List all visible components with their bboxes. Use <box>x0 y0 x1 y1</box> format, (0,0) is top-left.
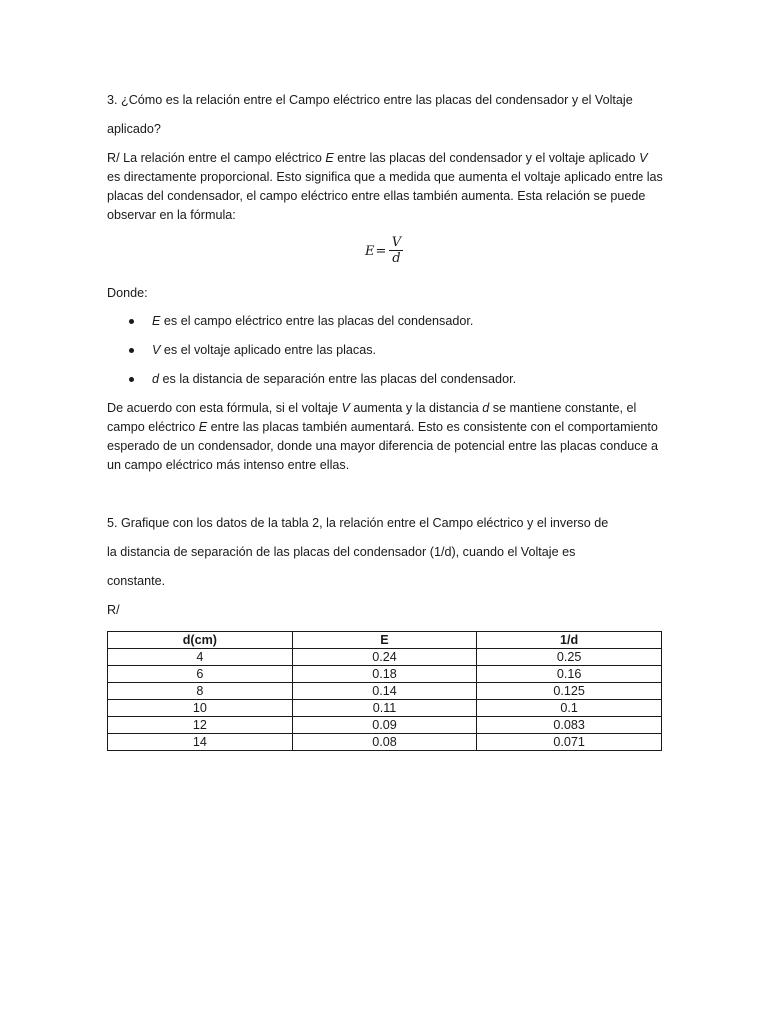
definition-text: es la distancia de separación entre las placas del condensador. <box>159 372 517 386</box>
conclusion-text: se mantiene constante, el campo eléctrico <box>107 401 637 434</box>
question-3-line-2: aplicado? <box>107 122 161 136</box>
table-cell: 0.25 <box>477 649 662 666</box>
question-5-answer: R/ <box>107 603 120 617</box>
table-row <box>108 717 662 734</box>
table-cell: 0.16 <box>477 666 662 683</box>
table-cell: 12 <box>108 717 293 734</box>
list-item <box>107 312 516 341</box>
symbol-d: d <box>482 401 490 415</box>
column-header-d: d(cm) <box>108 632 293 649</box>
table-cell: 8 <box>108 683 293 700</box>
formula-numerator: V <box>391 235 402 250</box>
question-5-line-2: la distancia de separación de las placas del condensador (1/d), cuando el Voltaje es <box>107 545 576 559</box>
column-header-inverse-d: 1/d <box>477 632 662 649</box>
answer-text: R/ La relación entre el campo eléctrico <box>107 151 326 165</box>
symbol-e: E <box>152 314 161 328</box>
question-3-line-1: 3. ¿Cómo es la relación entre el Campo eléctrico entre las placas del condensador y el Voltaje <box>107 93 633 107</box>
conclusion-text: entre las placas también aumentará. Esto es consistente con el comportamiento esperado de un condensador, donde una mayor diferencia de potencial entre las placas conduce a un campo eléctrico más intenso entre ellas. <box>107 420 659 472</box>
symbol-e: E <box>198 420 208 434</box>
bullet-icon <box>129 348 134 353</box>
conclusion-text: De acuerdo con esta fórmula, si el voltaje <box>107 401 342 415</box>
symbol-d: d <box>152 372 160 386</box>
symbol-v: V <box>341 401 350 415</box>
list-item <box>107 370 516 399</box>
table-row <box>108 666 662 683</box>
table-cell: 0.1 <box>477 700 662 717</box>
table-header-row <box>108 632 662 649</box>
table-cell: 4 <box>108 649 293 666</box>
data-table <box>107 631 662 751</box>
conclusion-paragraph <box>107 399 663 475</box>
table-cell: 0.125 <box>477 683 662 700</box>
table-cell: 0.11 <box>292 700 477 717</box>
list-item <box>107 341 516 370</box>
answer-text: entre las placas del condensador y el voltaje aplicado <box>333 151 640 165</box>
table-cell: 0.08 <box>292 734 477 751</box>
table-cell: 0.14 <box>292 683 477 700</box>
table-cell: 6 <box>108 666 293 683</box>
donde-label: Donde: <box>107 286 148 300</box>
question-3-answer <box>107 149 663 225</box>
definitions-list <box>107 312 516 399</box>
symbol-v: V <box>152 343 161 357</box>
table-row <box>108 700 662 717</box>
question-5-line-1: 5. Grafique con los datos de la tabla 2, la relación entre el Campo eléctrico y el inverso de <box>107 516 609 530</box>
bullet-icon <box>129 377 134 382</box>
table-cell: 0.083 <box>477 717 662 734</box>
question-5-line-3: constante. <box>107 574 166 588</box>
table-row <box>108 649 662 666</box>
formula-lhs: E <box>365 243 375 259</box>
bullet-icon <box>129 319 134 324</box>
table-cell: 0.09 <box>292 717 477 734</box>
definition-text: es el voltaje aplicado entre las placas. <box>160 343 377 357</box>
conclusion-text: aumenta y la distancia <box>349 401 483 415</box>
table-cell: 0.071 <box>477 734 662 751</box>
formula-equals: = <box>375 243 387 259</box>
answer-text: es directamente proporcional. Esto significa que a medida que aumenta el voltaje aplicado entre las placas del condensador, el campo eléctrico entre ellas también aumenta. Esta relación se puede observar en la fórmula: <box>107 170 663 222</box>
symbol-e: E <box>325 151 334 165</box>
table-cell: 14 <box>108 734 293 751</box>
symbol-v: V <box>639 151 648 165</box>
definition-text: es el campo eléctrico entre las placas del condensador. <box>160 314 474 328</box>
formula-denominator: d <box>392 251 401 266</box>
table-cell: 10 <box>108 700 293 717</box>
table-cell: 0.24 <box>292 649 477 666</box>
table-row <box>108 683 662 700</box>
formula-e-equals-v-over-d <box>365 236 403 266</box>
column-header-e: E <box>292 632 477 649</box>
formula-fraction <box>389 236 403 266</box>
table-cell: 0.18 <box>292 666 477 683</box>
table-row <box>108 734 662 751</box>
